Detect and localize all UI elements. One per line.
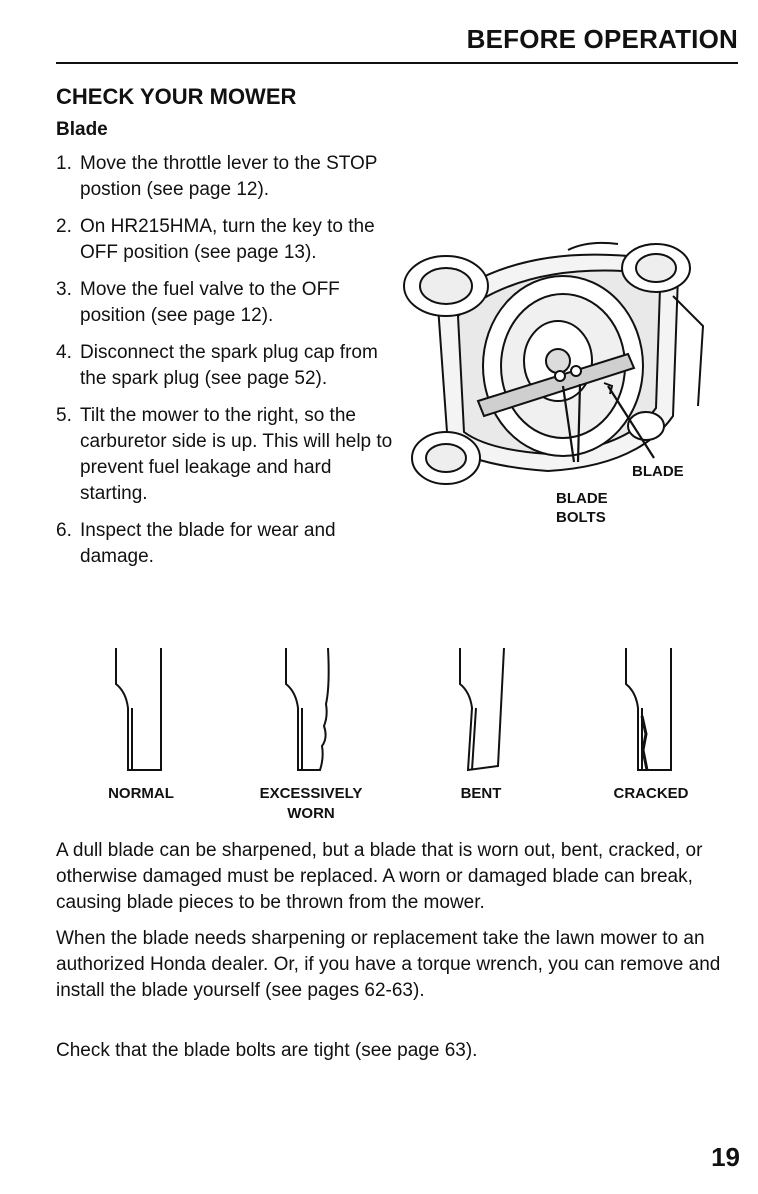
- procedure-steps: [56, 151, 396, 581]
- step-item: 1. Move the throttle lever to the STOP postion (see page 12).: [56, 153, 378, 200]
- step-item: 6. Inspect the blade for wear and damage.: [56, 520, 336, 567]
- cracked-blade-icon: [616, 646, 686, 774]
- subsection-title: Blade: [56, 119, 108, 140]
- page-number: 19: [711, 1142, 740, 1172]
- header-section-title: BEFORE OPERATION: [466, 24, 738, 54]
- header-divider: [56, 62, 738, 64]
- step-text: On HR215HMA, turn the key to the OFF position (see page 13).: [80, 216, 375, 263]
- condition-label: EXCESSIVELY WORN: [259, 785, 363, 822]
- callout-blade-bolts: BLADE BOLTS: [556, 490, 608, 526]
- worn-blade-icon: [276, 646, 346, 774]
- condition-label: CRACKED: [613, 785, 689, 802]
- step-text: Move the throttle lever to the STOP postion (see page 12).: [80, 153, 378, 200]
- step-text: Tilt the mower to the right, so the carburetor side is up. This will help to prevent fuel leakage and hard starting.: [80, 405, 393, 504]
- step-item: 2. On HR215HMA, turn the key to the OFF position (see page 13).: [56, 216, 375, 263]
- bent-blade-icon: [446, 646, 516, 774]
- paragraph-blade-replacement: A dull blade can be sharpened, but a blade that is worn out, bent, cracked, or otherwise damaged must be replaced. A worn or damaged blade can break, causing blade pieces to be thrown from the mower.: [56, 840, 703, 913]
- section-title: CHECK YOUR MOWER: [56, 84, 297, 109]
- blade-condition-excessively-worn: [226, 646, 396, 824]
- paragraph-dealer-service: When the blade needs sharpening or replacement take the lawn mower to an authorized Honda dealer. Or, if you have a torque wrench, you can remove and install the blade yourself (see pages 62-63).: [56, 928, 721, 1001]
- normal-blade-icon: [106, 646, 176, 774]
- blade-condition-cracked: [566, 646, 736, 804]
- step-item: 4. Disconnect the spark plug cap from the spark plug (see page 52).: [56, 342, 378, 389]
- step-text: Inspect the blade for wear and damage.: [80, 520, 336, 567]
- step-text: Disconnect the spark plug cap from the spark plug (see page 52).: [80, 342, 378, 389]
- condition-label: BENT: [460, 785, 502, 802]
- callout-blade: BLADE: [632, 463, 684, 480]
- paragraph-check-bolts: Check that the blade bolts are tight (see page 63).: [56, 1040, 478, 1061]
- blade-condition-normal: [56, 646, 226, 804]
- step-item: 5. Tilt the mower to the right, so the carburetor side is up. This will help to prevent fuel leakage and hard starting.: [56, 405, 393, 504]
- step-text: Move the fuel valve to the OFF position (see page 12).: [80, 279, 340, 326]
- condition-label: NORMAL: [108, 785, 174, 802]
- step-item: 3. Move the fuel valve to the OFF position (see page 12).: [56, 279, 340, 326]
- blade-condition-diagrams: [56, 646, 736, 826]
- blade-condition-bent: [396, 646, 566, 804]
